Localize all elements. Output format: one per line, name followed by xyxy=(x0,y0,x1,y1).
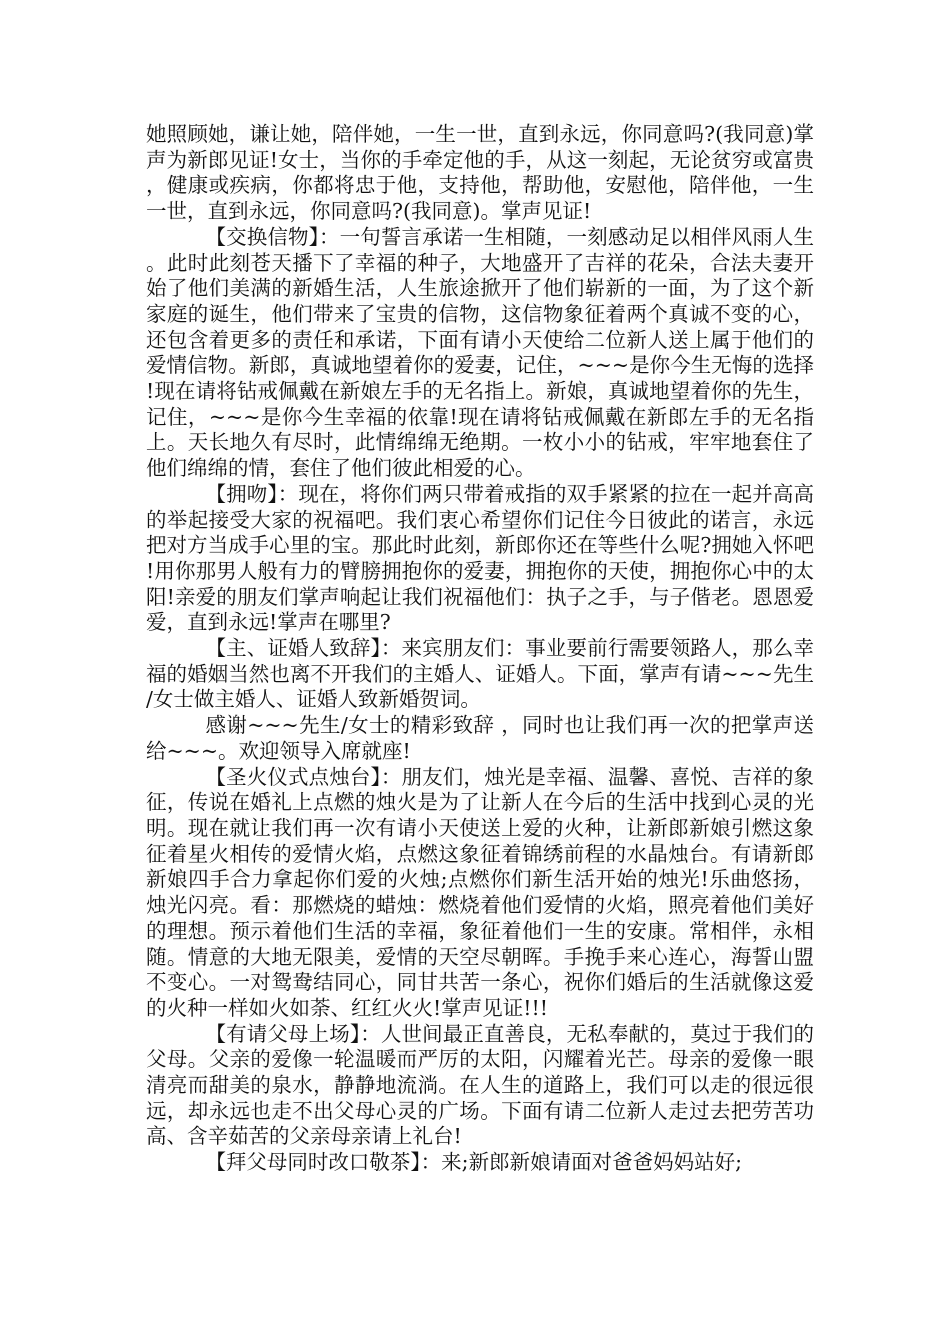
paragraph-candle-ceremony: 【圣火仪式点烛台】：朋友们，烛光是幸福、温馨、喜悦、吉祥的象征，传说在婚礼上点燃的烛火是为了让新人在今后的生活中找到心灵的光明。现在就让我们再一次有请小天使送上爱的火种，让新郎新娘引燃这象征着星火相传的爱情火焰，点燃这象征着锦绣前程的水晶烛台。有请新郎新娘四手合力拿起你们爱的火烛;点燃你们新生活开始的烛光!乐曲悠扬，烛光闪亮。看：那燃烧的蜡烛：燃烧着他们爱情的火焰，照亮着他们美好的理想。预示着他们生活的幸福，象征着他们一生的安康。常相伴，永相随。情意的大地无限美，爱情的天空尽朝晖。手挽手来心连心，海誓山盟不变心。一对鸳鸯结同心，同甘共苦一条心，祝你们婚后的生活就像这爱的火种一样如火如荼、红红火火!掌声见证!!! xyxy=(146,764,814,1020)
paragraph-tea-ceremony: 【拜父母同时改口敬茶】：来;新郎新娘请面对爸爸妈妈站好; xyxy=(205,1150,742,1175)
paragraph-embrace: 【拥吻】：现在，将你们两只带着戒指的双手紧紧的拉在一起并高高的举起接受大家的祝福吧。我们衷心希望你们记住今日彼此的诺言，永远把对方当成手心里的宝。那此时此刻，新郎你还在等些什么呢?拥她入怀吧!用你那男人般有力的臂膀拥抱你的爱妻，拥抱你的天使，拥抱你心中的太阳!亲爱的朋友们掌声响起让我们祝福他们：执子之手，与子偕老。恩恩爱爱，直到永远!掌声在哪里? xyxy=(146,481,814,635)
paragraph-vows-continued: 她照顾她，谦让她，陪伴她，一生一世，直到永远，你同意吗?(我同意)掌声为新郎见证!女士，当你的手牵定他的手，从这一刻起，无论贫穷或富贵，健康或疾病，你都将忠于他，支持他，帮助他，安慰他，陪伴他，一生一世，直到永远，你同意吗?(我同意)。掌声见证! xyxy=(146,122,814,224)
paragraph-parents-enter: 【有请父母上场】：人世间最正直善良，无私奉献的，莫过于我们的父母。父亲的爱像一轮温暖而严厉的太阳，闪耀着光芒。母亲的爱像一眼清亮而甜美的泉水，静静地流淌。在人生的道路上，我们可以走的很远很远，却永远也走不出父母心灵的广场。下面有请二位新人走过去把劳苦功高、含辛茹苦的父亲母亲请上礼台! xyxy=(146,1021,814,1149)
paragraph-officiant-speech: 【主、证婚人致辞】：来宾朋友们：事业要前行需要领路人，那么幸福的婚姻当然也离不开我们的主婚人、证婚人。下面，掌声有请~~~先生/女士做主婚人、证婚人致新婚贺词。 xyxy=(146,636,814,712)
paragraph-thanks: 感谢~~~先生/女士的精彩致辞 ，同时也让我们再一次的把掌声送给~~~。欢迎领导入席就座! xyxy=(146,713,814,763)
document-page xyxy=(146,122,814,1176)
paragraph-exchange-tokens: 【交换信物】：一句誓言承诺一生相随，一刻感动足以相伴风雨人生。此时此刻苍天播下了幸福的种子，大地盛开了吉祥的花朵，合法夫妻开始了他们美满的新婚生活，人生旅途掀开了他们崭新的一面，为了这个新家庭的诞生，他们带来了宝贵的信物，这信物象征着两个真诚不变的心，还包含着更多的责任和承诺，下面有请小天使给二位新人送上属于他们的爱情信物。新郎，真诚地望着你的爱妻，记住，~~~是你今生无悔的选择!现在请将钻戒佩戴在新娘左手的无名指上。新娘，真诚地望着你的先生，记住，~~~是你今生幸福的依靠!现在请将钻戒佩戴在新郎左手的无名指上。天长地久有尽时，此情绵绵无绝期。一枚小小的钻戒，牢牢地套住了他们绵绵的情，套住了他们彼此相爱的心。 xyxy=(146,224,814,481)
